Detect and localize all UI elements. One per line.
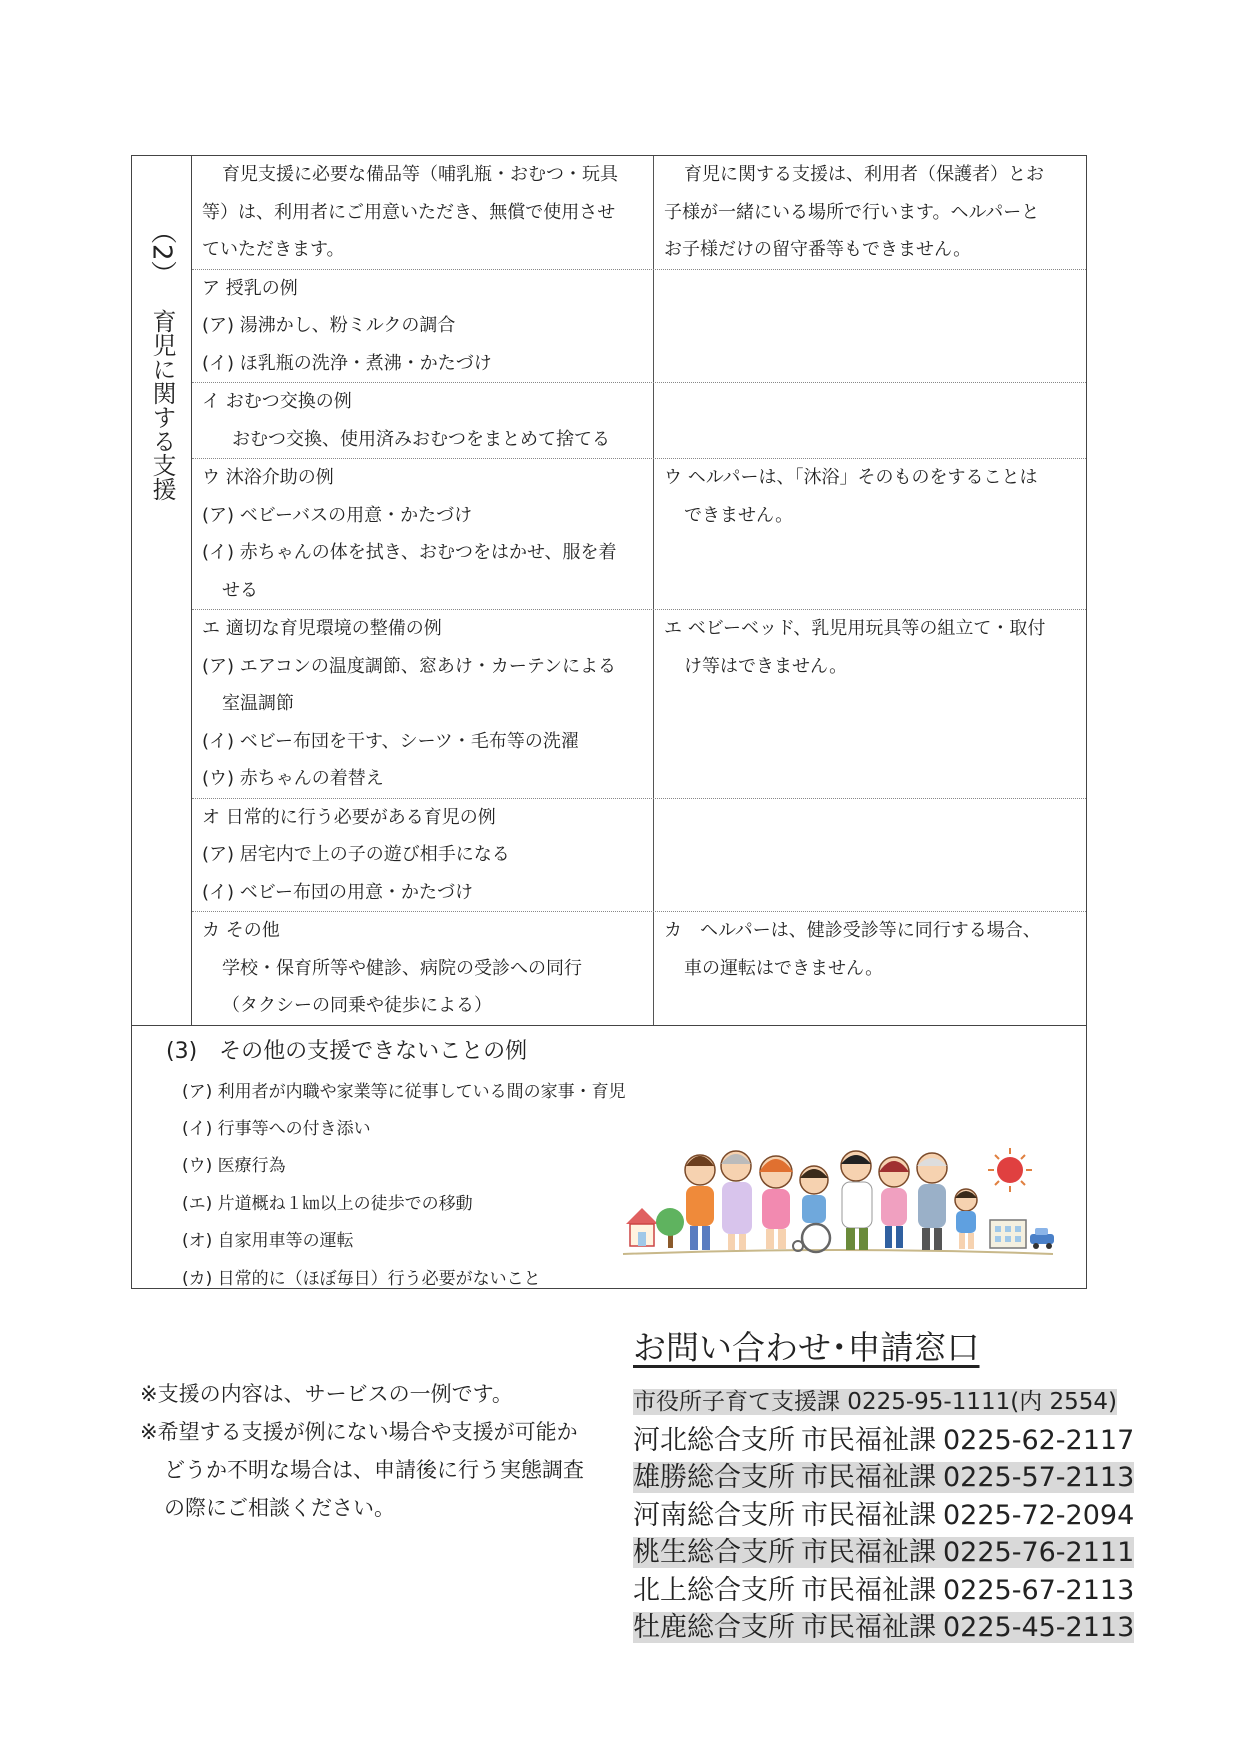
contact-row: 河南総合支所 市民福祉課 0225-72-2094 — [633, 1499, 1135, 1531]
row-4-left: エ 適切な育児環境の整備の例 (ア) エアコンの温度調節、窓あけ・カーテンによる 室温調節 (イ) ベビー布団を干す、シーツ・毛布等の洗濯 (ウ) 赤ちゃんの着替え — [192, 610, 654, 798]
row-3-left: ウ 沐浴介助の例 (ア) ベビーバスの用意・かたづけ (イ) 赤ちゃんの体を拭き、おむつをはかせ、服を着 せる — [192, 459, 654, 609]
row-0-right: 育児に関する支援は、利用者（保護者）とお 子様が一緒にいる場所で行います。ヘルパーと お子様だけの留守番等もできません。 — [664, 164, 1044, 260]
section-2-number: （2） — [146, 218, 177, 287]
list-item: (ア) 利用者が内職や家業等に従事している間の家事・育児 — [182, 1081, 626, 1102]
row-6-left: カ その他 学校・保育所等や健診、病院の受診への同行 （タクシーの同乗や徒歩による） — [192, 912, 654, 1025]
house-icon — [626, 1208, 658, 1246]
contact-title: お問い合わせ･申請窓口 — [633, 1328, 980, 1367]
table-row — [192, 610, 1086, 799]
row-4-right: エ ベビーベッド、乳児用玩具等の組立て・取付 け等はできません。 — [664, 618, 1046, 677]
row-3-right: ウ ヘルパーは、「沐浴」そのものをすることは できません。 — [664, 467, 1038, 526]
row-1-left: ア 授乳の例 (ア) 湯沸かし、粉ミルクの調合 (イ) ほ乳瓶の洗浄・煮沸・かたづけ — [192, 270, 654, 383]
table-row — [192, 156, 1086, 270]
table-row — [192, 383, 1086, 459]
contact-row: 雄勝総合支所 市民福祉課 0225-57-2113 — [633, 1462, 1135, 1493]
row-5-right — [654, 799, 1086, 912]
family-illustration — [618, 1142, 1058, 1260]
contact-row: 河北総合支所 市民福祉課 0225-62-2117 — [633, 1424, 1135, 1456]
row-5-left: オ 日常的に行う必要がある育児の例 (ア) 居宅内で上の子の遊び相手になる (イ) ベビー布団の用意・かたづけ — [192, 799, 654, 912]
contact-list — [633, 1384, 1134, 1647]
row-6-right: カ ヘルパーは、健診受診等に同行する場合、 車の運転はできません。 — [664, 920, 1041, 979]
row-2-right — [654, 383, 1086, 458]
section-2-childcare-support — [132, 156, 1086, 1026]
table-row — [192, 912, 1086, 1025]
contact-row: 北上総合支所 市民福祉課 0225-67-2113 — [633, 1574, 1135, 1606]
tree-icon — [656, 1208, 684, 1248]
contact-row: 桃生総合支所 市民福祉課 0225-76-2111 — [633, 1537, 1135, 1568]
row-0-left: 育児支援に必要な備品等（哺乳瓶・おむつ・玩具 等）は、利用者にご用意いただき、無償で使用させ ていただきます。 — [192, 156, 654, 269]
row-1-right — [654, 270, 1086, 383]
section-2-label-text: 育児に関する支援 — [148, 308, 176, 501]
list-item: (オ) 自家用車等の運転 — [182, 1231, 354, 1252]
list-item: (カ) 日常的に（ほぼ毎日）行う必要がないこと — [182, 1268, 541, 1289]
table-row — [192, 459, 1086, 610]
support-table — [131, 155, 1087, 1289]
notes — [140, 1375, 594, 1527]
section-3-title: (3) その他の支援できないことの例 — [166, 1038, 528, 1064]
section-2-label — [132, 156, 192, 1025]
row-2-left: イ おむつ交換の例 おむつ交換、使用済みおむつをまとめて捨てる — [192, 383, 654, 458]
people-icon — [685, 1151, 977, 1252]
building-icon — [990, 1220, 1026, 1248]
note-2: ※希望する支援が例にない場合や支援が可能かどうか不明な場合は、申請後に行う実態調査の際にご相談ください。 — [140, 1420, 584, 1520]
section-2-rows — [192, 156, 1086, 1025]
table-row — [192, 799, 1086, 913]
sun-icon — [988, 1148, 1032, 1192]
note-1: ※支援の内容は、サービスの一例です。 — [140, 1382, 513, 1406]
contact-main: 市役所子育て支援課 0225-95-1111(内 2554) — [633, 1389, 1118, 1415]
contact-row: 牡鹿総合支所 市民福祉課 0225-45-2113 — [633, 1612, 1135, 1643]
car-icon — [1030, 1228, 1054, 1249]
list-item: (イ) 行事等への付き添い — [182, 1118, 371, 1139]
table-row — [192, 270, 1086, 384]
section-3-list — [182, 1074, 626, 1298]
list-item: (エ) 片道概ね１㎞以上の徒歩での移動 — [182, 1193, 473, 1214]
list-item: (ウ) 医療行為 — [182, 1156, 286, 1177]
